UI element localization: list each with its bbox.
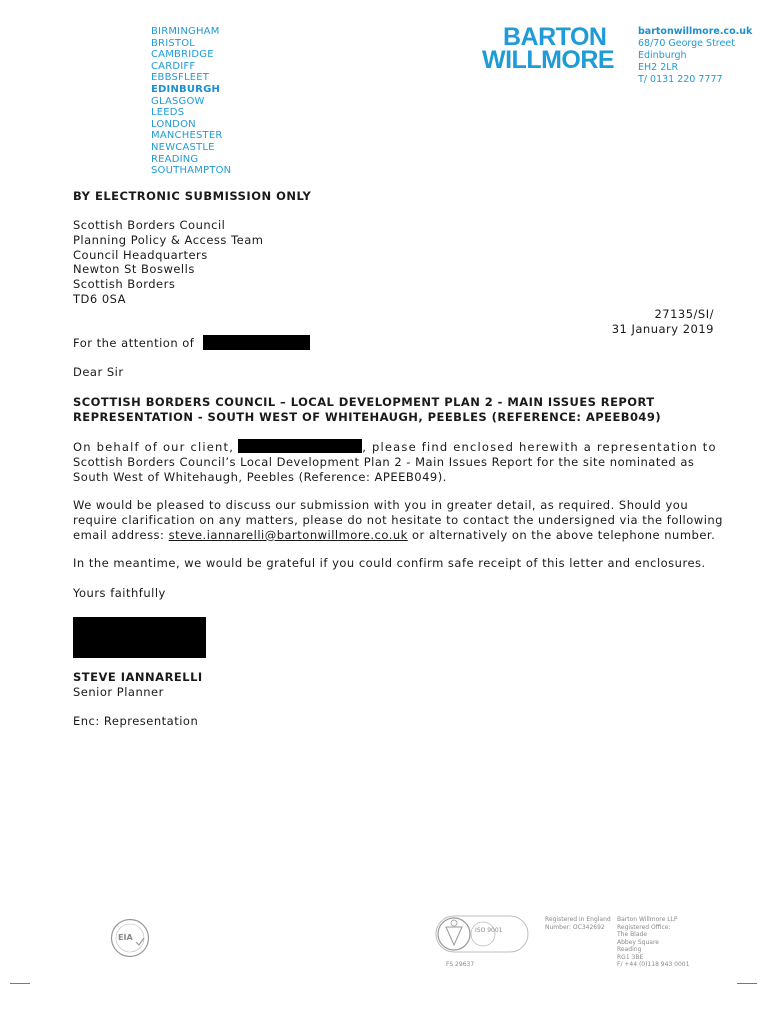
- paragraph-2: [73, 498, 723, 542]
- signatory-block: [73, 670, 203, 700]
- office-item: CARDIFF: [151, 60, 196, 72]
- eia-badge-text: EIA: [118, 933, 133, 942]
- office-line: F/ +44 (0)118 943 0001: [617, 961, 690, 968]
- enclosure-note: Enc: Representation: [73, 714, 199, 728]
- registration-line: Number: OC342692: [545, 923, 605, 931]
- submission-note: BY ELECTRONIC SUBMISSION ONLY: [73, 189, 312, 203]
- phone-number: T/ 0131 220 7777: [638, 74, 723, 85]
- recipient-line: TD6 0SA: [73, 291, 127, 306]
- company-website: bartonwillmore.co.uk: [638, 26, 753, 37]
- iso-certificate: FS 29637: [446, 961, 475, 968]
- eia-badge: [110, 918, 150, 958]
- paragraph-3: In the meantime, we would be grateful if you could confirm safe receipt of this letter and enclosures.: [73, 556, 706, 570]
- contact-block: [638, 26, 752, 86]
- para2-line2: require clarification on any matters, please do not hesitate to contact the undersigned via the following: [73, 512, 723, 527]
- logo-line-2: WILLMORE: [482, 46, 615, 74]
- redacted-name: [203, 335, 310, 350]
- recipient-line: Planning Policy & Access Team: [73, 232, 264, 247]
- office-item: BRISTOL: [151, 37, 196, 49]
- subject-heading: [73, 395, 661, 425]
- crop-mark-left: [10, 983, 30, 984]
- office-item: READING: [151, 153, 199, 165]
- office-item: LEEDS: [151, 107, 185, 119]
- office-item: BIRMINGHAM: [151, 26, 220, 37]
- office-line: Reading: [617, 946, 642, 953]
- recipient-line: Scottish Borders: [73, 277, 176, 292]
- office-item: NEWCASTLE: [151, 141, 215, 153]
- office-line: RG1 3BE: [617, 953, 644, 961]
- office-list: [151, 26, 231, 177]
- attention-label: For the attention of: [73, 336, 195, 350]
- office-line: The Blade: [617, 931, 648, 938]
- logo-line-1: BARTON: [503, 23, 607, 51]
- office-item-current: EDINBURGH: [151, 83, 221, 95]
- office-item: CAMBRIDGE: [151, 49, 214, 61]
- address-postcode: EH2 2LR: [638, 62, 679, 73]
- attention-line: [73, 336, 194, 351]
- signatory-name: STEVE IANNARELLI: [73, 670, 203, 684]
- address-line: 68/70 George Street: [638, 38, 735, 49]
- iso-badge: [435, 915, 530, 953]
- subject-line: SCOTTISH BORDERS COUNCIL – LOCAL DEVELOPMENT PLAN 2 - MAIN ISSUES REPORT: [73, 395, 655, 409]
- para1-line3: South West of Whitehaugh, Peebles (Reference: APEEB049).: [73, 469, 447, 484]
- redacted-client: [238, 439, 362, 453]
- iso-standard: ISO 9001: [475, 927, 503, 934]
- office-item: LONDON: [151, 118, 196, 130]
- para2-line3-prefix: email address:: [73, 527, 165, 542]
- office-item: SOUTHAMPTON: [151, 165, 232, 177]
- para2-line1: We would be pleased to discuss our submission with you in greater detail, as required. Should you: [73, 498, 689, 512]
- para1-prefix: On behalf of our client,: [73, 440, 235, 454]
- office-line: Registered Office:: [617, 923, 671, 931]
- reference-block: [612, 307, 714, 337]
- registered-office-block: [617, 916, 689, 969]
- registration-block: [545, 916, 611, 931]
- subject-line: REPRESENTATION - SOUTH WEST OF WHITEHAUGH, PEEBLES (REFERENCE: APEEB049): [73, 409, 662, 424]
- office-line: Barton Willmore LLP: [617, 916, 678, 923]
- para1-line1-suffix: , please find enclosed herewith a representation to: [362, 440, 717, 454]
- recipient-line: Scottish Borders Council: [73, 218, 226, 232]
- crop-mark-right: [737, 983, 757, 984]
- redacted-signature: [73, 617, 206, 658]
- salutation: Dear Sir: [73, 365, 124, 379]
- recipient-address: [73, 218, 263, 307]
- closing: Yours faithfully: [73, 586, 166, 600]
- para2-line3-suffix: or alternatively on the above telephone number.: [411, 527, 716, 542]
- signatory-title: Senior Planner: [73, 684, 164, 699]
- registration-line: Registered in England: [545, 916, 611, 923]
- office-item: EBBSFLEET: [151, 72, 210, 84]
- recipient-line: Newton St Boswells: [73, 262, 195, 277]
- letter-date: 31 January 2019: [611, 321, 714, 336]
- office-item: MANCHESTER: [151, 130, 223, 142]
- letter-reference: 27135/SI/: [654, 307, 714, 321]
- office-item: GLASGOW: [151, 95, 205, 107]
- recipient-line: Council Headquarters: [73, 247, 208, 262]
- para1-line2: Scottish Borders Council’s Local Development Plan 2 - Main Issues Report for the site nominated as: [73, 454, 695, 469]
- company-logo: [482, 23, 615, 74]
- office-line: Abbey Square: [617, 938, 659, 946]
- email-link[interactable]: steve.iannarelli@bartonwillmore.co.uk: [168, 527, 408, 542]
- address-line: Edinburgh: [638, 50, 687, 61]
- paragraph-1: [73, 439, 718, 484]
